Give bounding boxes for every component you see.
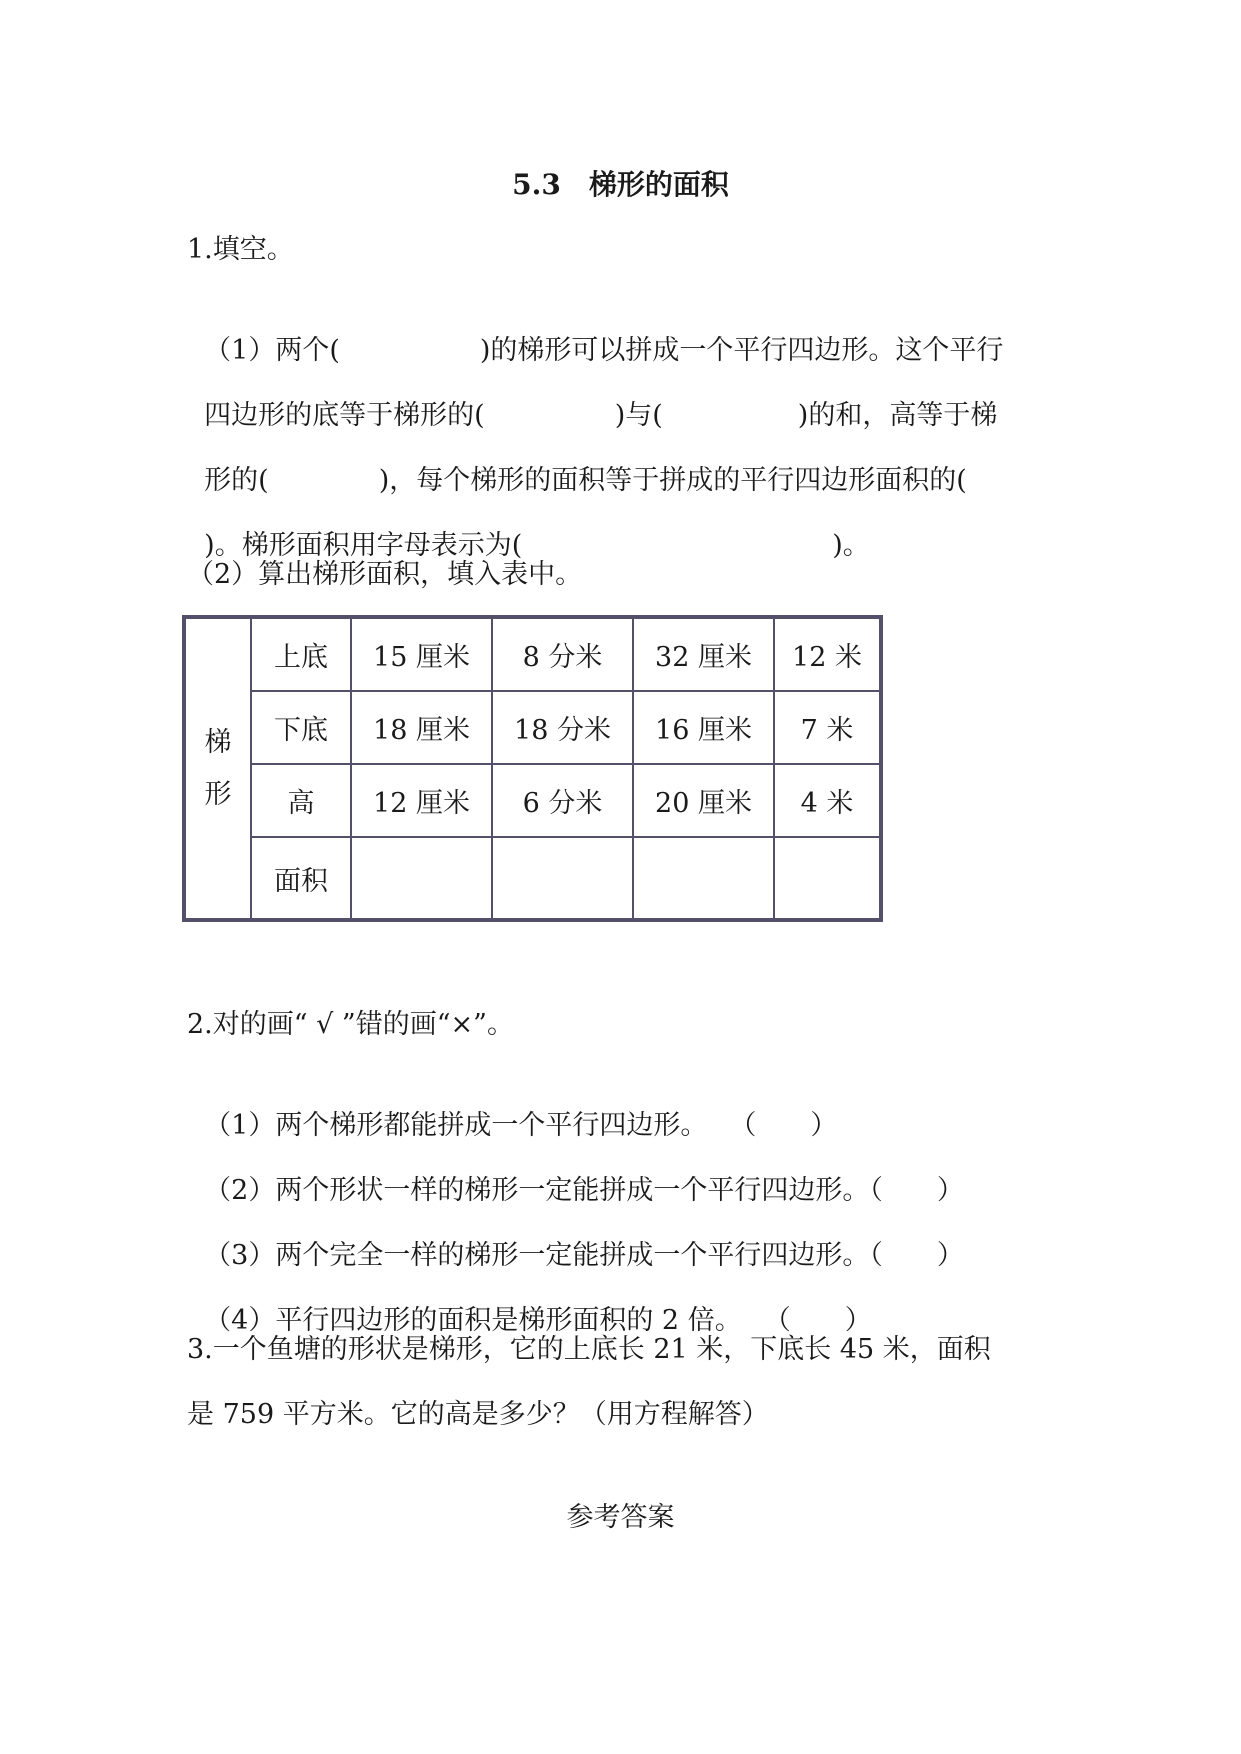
judgement-bracket[interactable]: （ ） bbox=[869, 1175, 964, 1206]
q1-text: 四边形的底等于梯形的( bbox=[204, 400, 485, 431]
question-2-heading: 2.对的画“ √ ”错的画“×”。 bbox=[187, 1009, 514, 1040]
table-row bbox=[184, 691, 881, 764]
table-row bbox=[184, 617, 881, 691]
q1-part1-line2 bbox=[187, 362, 997, 434]
q2-item-text: （3）两个完全一样的梯形一定能拼成一个平行四边形。 bbox=[204, 1240, 870, 1271]
table-cell: 18 分米 bbox=[492, 691, 633, 764]
question-1-heading: 1.填空。 bbox=[187, 234, 294, 265]
area-answer-cell[interactable] bbox=[633, 837, 774, 920]
q1-part1-line3 bbox=[187, 427, 967, 499]
table-cell: 4 米 bbox=[774, 764, 881, 837]
q2-item bbox=[187, 1137, 964, 1209]
q1-part1-line1 bbox=[187, 297, 1003, 369]
q1-part2: （2）算出梯形面积，填入表中。 bbox=[187, 559, 583, 590]
answer-heading: 参考答案 bbox=[566, 1502, 675, 1533]
page-title: 5.3 梯形的面积 bbox=[512, 168, 729, 201]
table-cell: 6 分米 bbox=[492, 764, 633, 837]
q2-item bbox=[187, 1267, 872, 1339]
q1-text: )。 bbox=[832, 530, 870, 561]
table-cell: 32 厘米 bbox=[633, 617, 774, 691]
table-cell: 20 厘米 bbox=[633, 764, 774, 837]
side-label-char: 梯 bbox=[204, 726, 232, 758]
q1-text: )的和，高等于梯 bbox=[797, 400, 998, 431]
row-label-height: 高 bbox=[251, 764, 351, 837]
judgement-bracket[interactable]: （ ） bbox=[869, 1240, 964, 1271]
q2-item bbox=[187, 1202, 964, 1274]
q2-item-text: （1）两个梯形都能拼成一个平行四边形。 bbox=[204, 1110, 708, 1141]
q1-text: )与( bbox=[614, 400, 663, 431]
side-label-char: 形 bbox=[204, 778, 232, 810]
area-answer-cell[interactable] bbox=[774, 837, 881, 920]
q2-item-text: （4）平行四边形的面积是梯形面积的 2 倍。 bbox=[204, 1305, 742, 1336]
question-3-line2: 是 759 平方米。它的高是多少？（用方程解答） bbox=[187, 1399, 769, 1430]
table-side-label bbox=[184, 617, 251, 920]
q1-text: )。梯形面积用字母表示为( bbox=[204, 530, 523, 561]
judgement-bracket[interactable]: （ ） bbox=[763, 1305, 872, 1336]
table-cell: 15 厘米 bbox=[351, 617, 492, 691]
q1-text: 形的( bbox=[204, 465, 269, 496]
table-cell: 12 厘米 bbox=[351, 764, 492, 837]
row-label-lower-base: 下底 bbox=[251, 691, 351, 764]
q1-text: )，每个梯形的面积等于拼成的平行四边形面积的( bbox=[378, 465, 967, 496]
row-label-area: 面积 bbox=[251, 837, 351, 920]
table-cell: 12 米 bbox=[774, 617, 881, 691]
table-row bbox=[184, 764, 881, 837]
question-3-line1: 3.一个鱼塘的形状是梯形，它的上底长 21 米，下底长 45 米，面积 bbox=[187, 1334, 991, 1365]
table-cell: 18 厘米 bbox=[351, 691, 492, 764]
q1-text: （1）两个( bbox=[204, 335, 340, 366]
area-answer-cell[interactable] bbox=[492, 837, 633, 920]
q2-item-text: （2）两个形状一样的梯形一定能拼成一个平行四边形。 bbox=[204, 1175, 870, 1206]
q1-part1-line4 bbox=[187, 492, 870, 564]
table-row bbox=[184, 837, 881, 920]
table-cell: 8 分米 bbox=[492, 617, 633, 691]
q1-text: )的梯形可以拼成一个平行四边形。这个平行 bbox=[479, 335, 1004, 366]
q2-item bbox=[187, 1072, 837, 1144]
area-answer-cell[interactable] bbox=[351, 837, 492, 920]
table-cell: 16 厘米 bbox=[633, 691, 774, 764]
judgement-bracket[interactable]: （ ） bbox=[729, 1110, 838, 1141]
row-label-upper-base: 上底 bbox=[251, 617, 351, 691]
trapezoid-table bbox=[182, 615, 883, 922]
table-cell: 7 米 bbox=[774, 691, 881, 764]
